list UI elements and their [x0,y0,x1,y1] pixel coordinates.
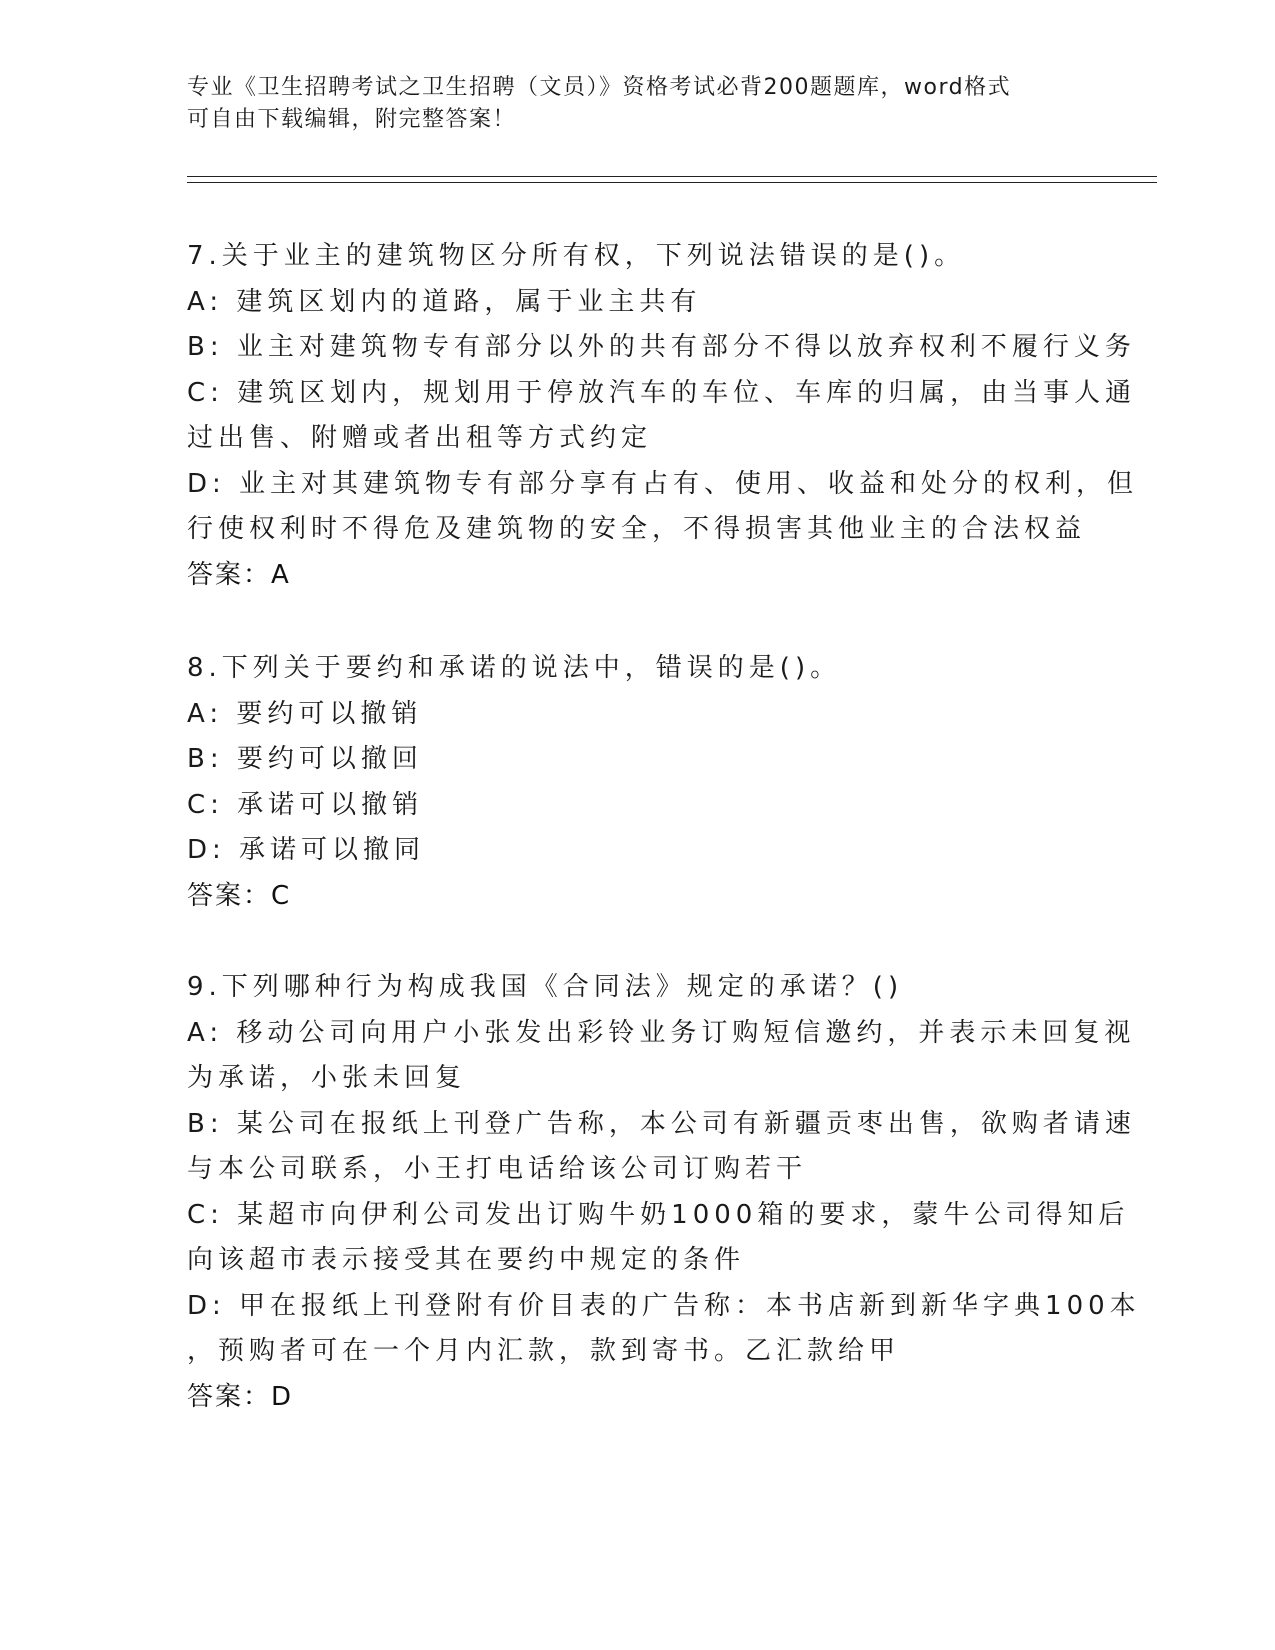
answer-line: 答案：C [187,880,292,911]
answer-line: 答案：A [187,559,291,590]
option-line: D: 业主对其建筑物专有部分享有占有、使用、收益和处分的权利，但 [187,468,1139,499]
header-line-1: 专业《卫生招聘考试之卫生招聘（文员）》资格考试必背200题题库，word格式 [187,75,1012,100]
option-line: A: 要约可以撤销 [187,698,423,729]
option-line: 为承诺，小张未回复 [187,1063,467,1093]
option-line: A: 移动公司向用户小张发出彩铃业务订购短信邀约，并表示未回复视 [187,1017,1136,1048]
option-line: D: 甲在报纸上刊登附有价目表的广告称：本书店新到新华字典100本 [187,1290,1141,1321]
option-line: A: 建筑区划内的道路，属于业主共有 [187,286,702,317]
option-line: C: 建筑区划内，规划用于停放汽车的车位、车库的归属，由当事人通 [187,377,1137,408]
question-stem: 9.下列哪种行为构成我国《合同法》规定的承诺？() [187,972,904,1002]
question-stem: 8.下列关于要约和承诺的说法中，错误的是()。 [187,653,842,683]
option-line: ，预购者可在一个月内汇款，款到寄书。乙汇款给甲 [187,1336,901,1366]
option-line: C: 承诺可以撤销 [187,789,424,820]
question-9 [187,965,1141,1420]
option-line: C: 某超市向伊利公司发出订购牛奶1000箱的要求，蒙牛公司得知后 [187,1199,1130,1230]
question-7 [187,234,1139,598]
option-line: 过出售、附赠或者出租等方式约定 [187,423,653,453]
option-line: 行使权利时不得危及建筑物的安全，不得损害其他业主的合法权益 [187,514,1087,544]
option-line: B: 业主对建筑物专有部分以外的共有部分不得以放弃权利不履行义务 [187,332,1136,362]
question-8 [187,646,1087,919]
header-divider-top [187,176,1157,177]
answer-line: 答案：D [187,1381,294,1412]
option-line: D: 承诺可以撤同 [187,835,426,865]
option-line: B: 某公司在报纸上刊登广告称，本公司有新疆贡枣出售，欲购者请速 [187,1108,1136,1139]
option-line: 向该超市表示接受其在要约中规定的条件 [187,1245,746,1275]
question-stem: 7.关于业主的建筑物区分所有权，下列说法错误的是()。 [187,241,966,271]
header-line-2: 可自由下载编辑，附完整答案！ [187,107,517,132]
option-line: B: 要约可以撤回 [187,744,423,774]
header-divider-bottom [187,182,1157,183]
document-header [187,72,1067,136]
option-line: 与本公司联系，小王打电话给该公司订购若干 [187,1154,808,1184]
